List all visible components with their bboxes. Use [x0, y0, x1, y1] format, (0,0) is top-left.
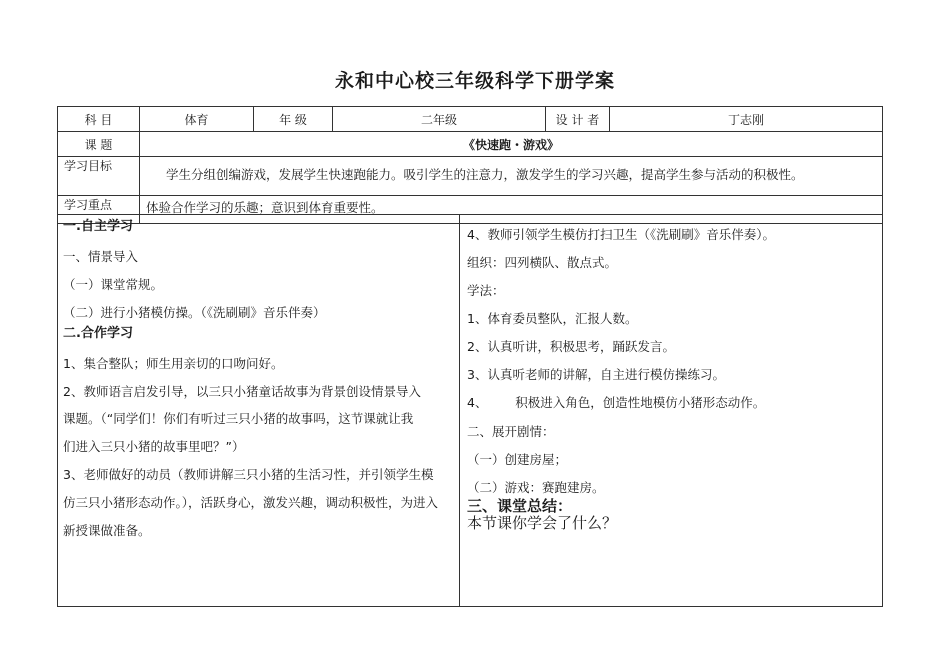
- list-item: 1、集合整队；师生用亲切的口吻问好。: [63, 356, 284, 371]
- section-heading: 二.合作学习: [63, 326, 133, 341]
- focus-value: 体验合作学习的乐趣；意识到体育重要性。: [140, 196, 883, 224]
- lesson-info-table: [57, 106, 883, 224]
- list-item: 仿三只小猪形态动作。），活跃身心，激发兴趣，调动积极性，为进入: [63, 495, 439, 510]
- goal-value: 学生分组创编游戏，发展学生快速跑能力。吸引学生的注意力，激发学生的学习兴趣，提高学生参与活动的积极性。: [140, 157, 883, 196]
- list-item: 3、认真听老师的讲解，自主进行模仿操练习。: [467, 367, 725, 382]
- list-item: 2、认真听讲，积极思考，踊跃发言。: [467, 339, 675, 354]
- list-item: 新授课做准备。: [63, 523, 151, 538]
- designer-label: 设 计 者: [546, 107, 610, 132]
- section-heading: 三、课堂总结：: [467, 497, 573, 515]
- list-item: 3、老师做好的动员（教师讲解三只小猪的生活习性，并引领学生模: [63, 467, 434, 482]
- subject-value: 体育: [140, 107, 254, 132]
- list-item: （二）进行小猪模仿操。（《洗刷刷》音乐伴奏）: [63, 305, 326, 320]
- topic-label: 课 题: [58, 132, 140, 157]
- subsection-heading: 二、展开剧情：: [467, 424, 555, 439]
- left-column: [58, 215, 460, 607]
- list-item: 4、 积极进入角色，创造性地模仿小猪形态动作。: [467, 395, 766, 410]
- list-item: 1、体育委员整队，汇报人数。: [467, 311, 638, 326]
- list-item: 2、教师语言启发引导，以三只小猪童话故事为背景创设情景导入: [63, 384, 421, 399]
- list-item: （一）创建房屋；: [467, 452, 568, 467]
- lesson-body-table: [57, 214, 883, 607]
- goal-label: 学习目标: [58, 157, 140, 196]
- closing-question: 本节课你学会了什么？: [467, 514, 618, 532]
- topic-value: 《快速跑・游戏》: [140, 132, 883, 157]
- grade-label: 年 级: [254, 107, 333, 132]
- list-item: 课题。（“同学们！你们有听过三只小猪的故事吗，这节课就让我: [63, 411, 414, 426]
- subject-label: 科 目: [58, 107, 140, 132]
- designer-value: 丁志刚: [610, 107, 883, 132]
- list-item: 们进入三只小猪的故事里吧？”）: [63, 439, 245, 454]
- list-item: 组织：四列横队、散点式。: [467, 255, 618, 270]
- list-item: （二）游戏：赛跑建房。: [467, 480, 605, 495]
- section-heading: 一.自主学习: [63, 219, 133, 234]
- focus-label: 学习重点: [58, 196, 140, 224]
- right-column: [460, 215, 883, 607]
- list-item: 4、教师引领学生模仿打扫卫生（《洗刷刷》音乐伴奏）。: [467, 227, 775, 242]
- page-title: 永和中心校三年级科学下册学案: [334, 70, 615, 92]
- list-item: （一）课堂常规。: [63, 277, 164, 292]
- list-item: 学法：: [467, 283, 505, 298]
- grade-value: 二年级: [333, 107, 546, 132]
- subsection-heading: 一、情景导入: [63, 249, 139, 264]
